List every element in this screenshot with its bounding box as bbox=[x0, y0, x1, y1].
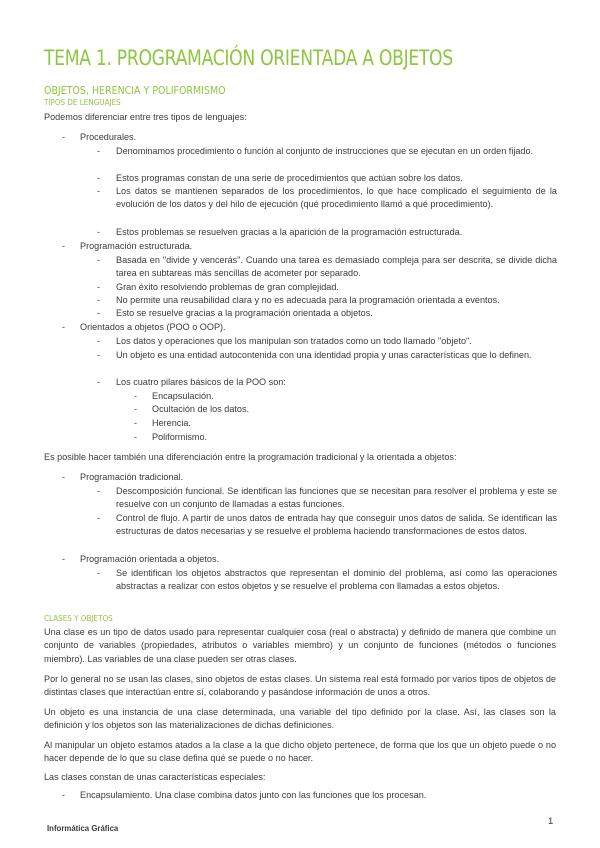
bullet-dash: - bbox=[97, 568, 101, 578]
list-item-procedurales: Procedurales. bbox=[80, 132, 137, 142]
bullet-dash: - bbox=[62, 472, 66, 482]
bullet-dash: - bbox=[97, 146, 101, 156]
bullet-dash: - bbox=[97, 513, 101, 523]
heading-clases-y-objetos: CLASES Y OBJETOS bbox=[44, 614, 113, 623]
list-item-pillar: Encapsulación. bbox=[152, 391, 214, 401]
bullet-dash: - bbox=[62, 790, 66, 800]
section-subtitle: OBJETOS, HERENCIA Y POLIFORMISMO bbox=[44, 84, 226, 97]
bullet-dash: - bbox=[97, 308, 101, 318]
intro-paragraph: Podemos diferenciar entre tres tipos de lenguajes: bbox=[44, 112, 247, 122]
list-item: Basada en "divide y vencerás". Cuando una tarea es demasiado compleja para ser descrita, se divide dicha tarea en subtareas más sencillas de acometer por separado. bbox=[116, 255, 557, 279]
bullet-dash: - bbox=[134, 391, 138, 401]
bullet-dash: - bbox=[97, 295, 101, 305]
list-item: Esto se resuelve gracias a la programación orientada a objetos. bbox=[116, 308, 373, 318]
list-item-programacion-tradicional: Programación tradicional. bbox=[80, 472, 184, 482]
list-item: Denominamos procedimiento o función al conjunto de instrucciones que se ejecutan en un orden fijado. bbox=[116, 146, 534, 156]
bullet-dash: - bbox=[97, 282, 101, 292]
list-item-pillar: Herencia. bbox=[152, 418, 191, 428]
bullet-dash: - bbox=[97, 350, 101, 360]
list-item: Se identifican los objetos abstractos que representan el dominio del problema, así como las operaciones abstractas a realizar con estos objetos y se resuelve el problema con llamadas a estos objetos. bbox=[116, 568, 557, 592]
list-item: Estos programas constan de una serie de procedimientos que actúan sobre los datos. bbox=[116, 173, 463, 183]
bullet-dash: - bbox=[97, 377, 101, 387]
list-item: Los datos se mantienen separados de los procedimientos, lo que hace complicado el seguimiento de la evolución de los datos y del hilo de ejecución (qué procedimiento llamó a qué procedimiento). bbox=[116, 186, 557, 210]
bullet-dash: - bbox=[97, 173, 101, 183]
list-item: Control de flujo. A partir de unos datos de entrada hay que conseguir unos datos de salida. Se identifican las estructuras de datos necesarias y se resuelve el problema haciendo transformaciones de estos datos. bbox=[116, 513, 557, 537]
bullet-dash: - bbox=[97, 186, 101, 196]
bullet-dash: - bbox=[62, 322, 66, 332]
diff-intro-paragraph: Es posible hacer también una diferenciación entre la programación tradicional y la orientada a objetos: bbox=[44, 452, 457, 462]
paragraph: Al manipular un objeto estamos atados a la clase a la que dicho objeto pertenece, de forma que los que un objeto puede o no hacer depende de lo que su clase defina qué se puede o no hacer. bbox=[44, 740, 556, 764]
paragraph: Por lo general no se usan las clases, sino objetos de estas clases. Un sistema real está formado por varios tipos de objetos de distintas clases que interactúan entre sí, colaborando y pasándose información de unos a otros. bbox=[44, 674, 556, 698]
bullet-dash: - bbox=[62, 241, 66, 251]
bullet-dash: - bbox=[134, 418, 138, 428]
list-item: Los cuatro pilares básicos de la POO son: bbox=[116, 377, 286, 387]
list-item-pillar: Poliformismo. bbox=[152, 432, 208, 442]
list-item: Un objeto es una entidad autocontenida con una identidad propia y unas características que lo definen. bbox=[116, 350, 532, 360]
list-item: No permite una reusabilidad clara y no es adecuada para la programación orientada a eventos. bbox=[116, 295, 500, 305]
list-item-encapsulamiento: Encapsulamiento. Una clase combina datos junto con las funciones que los procesan. bbox=[80, 790, 427, 800]
list-item-programacion-orientada-a-objetos: Programación orientada a objetos. bbox=[80, 554, 220, 564]
page-number: 1 bbox=[548, 816, 554, 827]
list-item: Gran éxito resolviendo problemas de gran complejidad. bbox=[116, 282, 339, 292]
heading-tipos-de-lenguajes: TIPOS DE LENGUAJES bbox=[44, 98, 121, 107]
bullet-dash: - bbox=[62, 132, 66, 142]
list-item-programacion-estructurada: Programación estructurada. bbox=[80, 241, 193, 251]
bullet-dash: - bbox=[134, 432, 138, 442]
page-title: TEMA 1. PROGRAMACIÓN ORIENTADA A OBJETOS bbox=[44, 46, 453, 71]
bullet-dash: - bbox=[97, 336, 101, 346]
list-item: Los datos y operaciones que los manipulan son tratados como un todo llamado "objeto". bbox=[116, 336, 472, 346]
paragraph: Las clases constan de unas características especiales: bbox=[44, 772, 266, 782]
bullet-dash: - bbox=[62, 554, 66, 564]
list-item: Descomposición funcional. Se identifican las funciones que se necesitan para resolver el problema y este se resuelve con un conjunto de llamadas a estas funciones. bbox=[116, 486, 557, 510]
bullet-dash: - bbox=[97, 255, 101, 265]
bullet-dash: - bbox=[97, 486, 101, 496]
bullet-dash: - bbox=[134, 404, 138, 414]
footer-course-name: Informática Gráfica bbox=[47, 823, 119, 833]
list-item-pillar: Ocultación de los datos. bbox=[152, 404, 250, 414]
list-item-orientados-a-objetos: Orientados a objetos (POO o OOP). bbox=[80, 322, 226, 332]
bullet-dash: - bbox=[97, 227, 101, 237]
paragraph: Una clase es un tipo de datos usado para representar cualquier cosa (real o abstracta) y definido de manera que combine un conjunto de variables (propiedades, atributos o variables miembro) y un conjunto de funciones (métodos o funciones miembro). Las variables de una clase pueden ser otras clases. bbox=[44, 627, 556, 664]
list-item: Estos problemas se resuelven gracias a la aparición de la programación estructurada. bbox=[116, 227, 463, 237]
paragraph: Un objeto es una instancia de una clase determinada, una variable del tipo definido por la clase. Así, las clases son la definición y los objetos son las materializaciones de dichas definiciones. bbox=[44, 707, 556, 731]
